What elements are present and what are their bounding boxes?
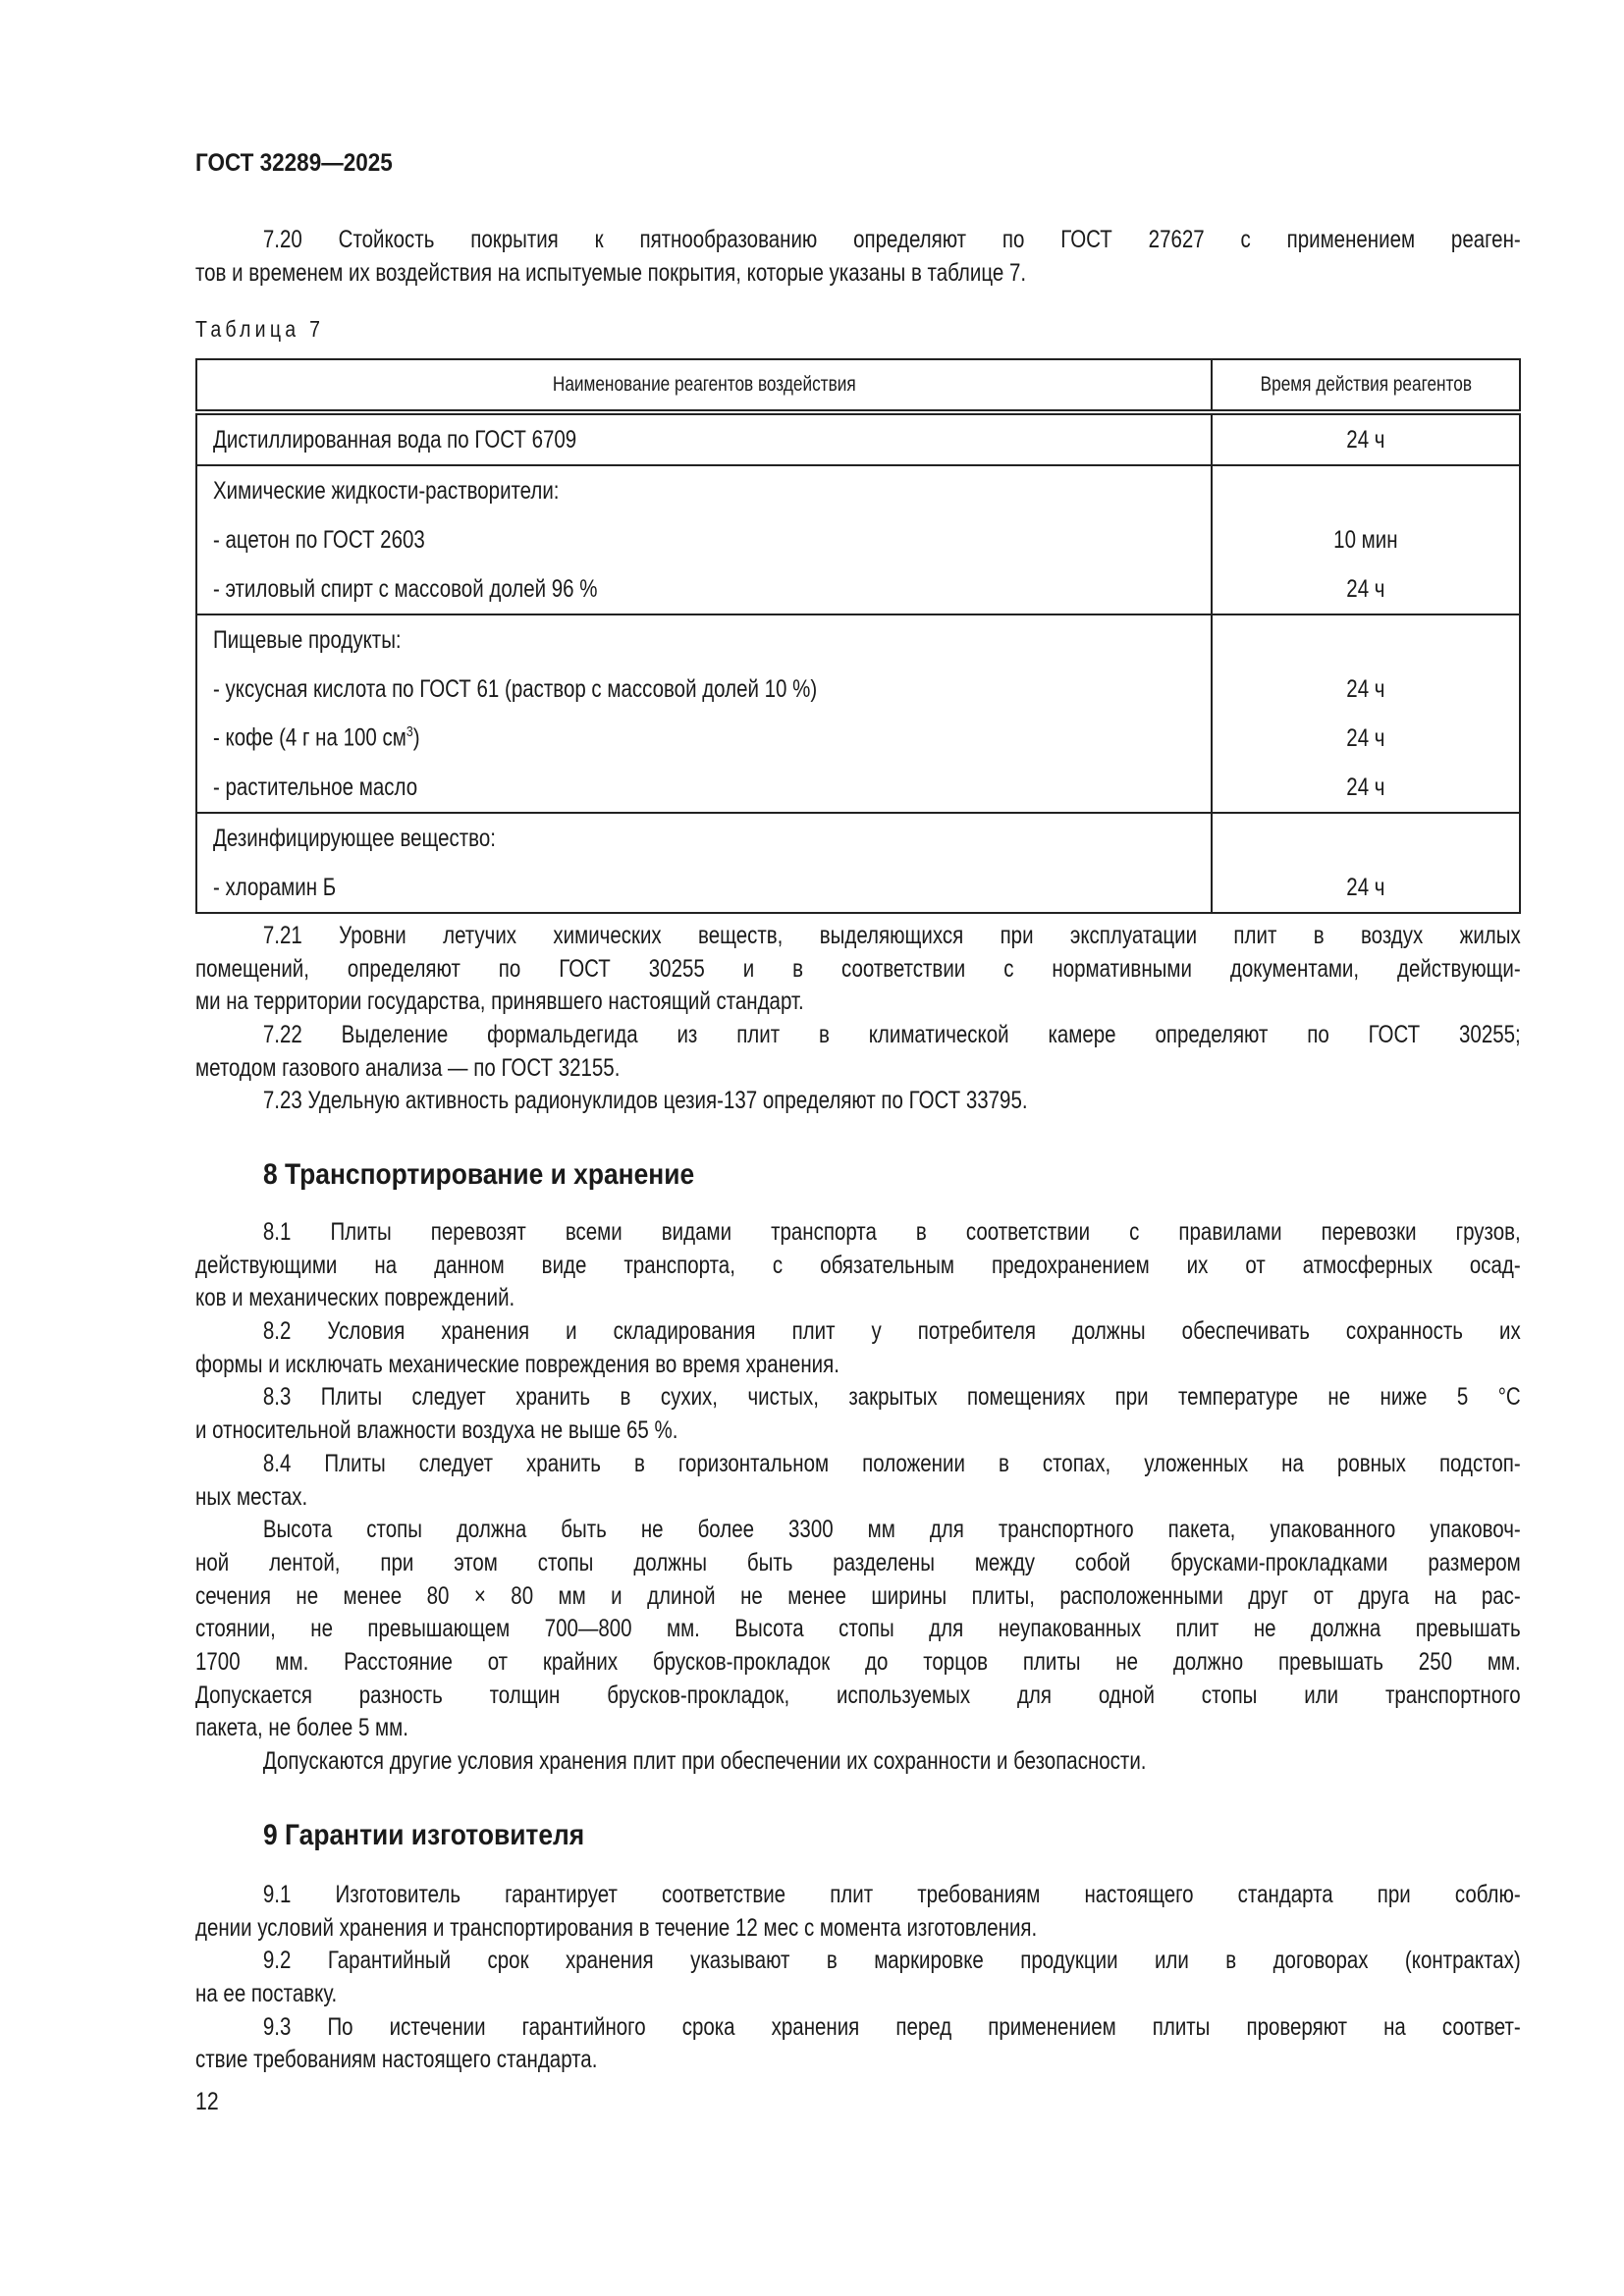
exposure-time: 24 ч — [1346, 773, 1385, 801]
reagent-name-suffix: ) — [412, 723, 420, 752]
reagent-name: - кофе (4 г на 100 см — [213, 723, 406, 752]
reagent-name: Химические жидкости-растворители: — [213, 476, 560, 505]
text-line: 8.4 Плиты следует хранить в горизонтальном положении в стопах, уложенных на ровных подстоп- — [262, 1449, 1521, 1477]
text-line: 8.3 Плиты следует хранить в сухих, чистых, закрытых помещениях при температуре не ниже 5 °С — [262, 1383, 1521, 1412]
text-line: помещений, определяют по ГОСТ 30255 и в соответствии с нормативными документами, действующи- — [195, 954, 1521, 983]
reagent-cell — [196, 813, 1212, 863]
text-line: методом газового анализа — по ГОСТ 32155. — [195, 1053, 621, 1082]
reagent-name: Пищевые продукты: — [213, 625, 402, 654]
time-cell — [1212, 465, 1520, 515]
text-line: Допускается разность толщин брусков-прокладок, используемых для одной стопы или транспортного — [195, 1681, 1521, 1709]
exposure-time: 24 ч — [1346, 873, 1385, 901]
table-caption: Таблица 7 — [195, 316, 325, 342]
reagent-name: - ацетон по ГОСТ 2603 — [213, 525, 425, 554]
paragraph-7-20 — [195, 224, 1521, 290]
reagent-cell — [196, 515, 1212, 564]
exposure-time: 24 ч — [1346, 425, 1385, 454]
time-cell — [1212, 665, 1520, 714]
text-line: ствие требованиям настоящего стандарта. — [195, 2046, 598, 2074]
reagent-name: - этиловый спирт с массовой долей 96 % — [213, 574, 598, 603]
text-line: формы и исключать механические повреждения во время хранения. — [195, 1350, 839, 1378]
table-header-row — [196, 359, 1520, 412]
time-cell — [1212, 515, 1520, 564]
text-line: и относительной влажности воздуха не выше 65 %. — [195, 1416, 678, 1445]
time-cell — [1212, 564, 1520, 614]
time-cell — [1212, 714, 1520, 763]
section-8-paragraphs — [195, 1216, 1521, 1779]
reagent-cell — [196, 665, 1212, 714]
reagent-cell — [196, 412, 1212, 465]
text-line: тов и временем их воздействия на испытуемые покрытия, которые указаны в таблице 7. — [195, 258, 1027, 287]
text-line: 8.1 Плиты перевозят всеми видами транспорта в соответствии с правилами перевозки грузов, — [262, 1218, 1521, 1246]
table-row — [196, 714, 1520, 763]
reagent-cell — [196, 763, 1212, 813]
table-header-time: Время действия реагентов — [1212, 359, 1520, 412]
text-line: 7.23 Удельную активность радионуклидов цезия-137 определяют по ГОСТ 33795. — [262, 1087, 1028, 1115]
text-line: 7.21 Уровни летучих химических веществ, выделяющихся при эксплуатации плит в воздух жилых — [262, 922, 1521, 949]
section-8-heading: 8 Транспортирование и хранение — [263, 1158, 695, 1191]
table-row — [196, 564, 1520, 614]
reagent-cell — [196, 564, 1212, 614]
table-row — [196, 763, 1520, 813]
table-row — [196, 813, 1520, 863]
text-line: Высота стопы должна быть не более 3300 мм для транспортного пакета, упакованного упаковоч- — [262, 1516, 1521, 1544]
document-code-header: ГОСТ 32289—2025 — [195, 149, 393, 177]
text-line: 7.22 Выделение формальдегида из плит в климатической камере определяют по ГОСТ 30255; — [262, 1021, 1521, 1049]
exposure-time: 10 мин — [1333, 525, 1398, 554]
reagent-name: - хлорамин Б — [213, 873, 337, 901]
reagent-name: - растительное масло — [213, 773, 418, 801]
reagent-cell — [196, 714, 1212, 763]
text-line: 7.20 Стойкость покрытия к пятнообразованию определяют по ГОСТ 27627 с применением реаген- — [262, 226, 1521, 253]
time-cell — [1212, 763, 1520, 813]
time-cell — [1212, 614, 1520, 665]
table-row — [196, 614, 1520, 665]
reagent-name: - уксусная кислота по ГОСТ 61 (раствор с массовой долей 10 %) — [213, 674, 818, 703]
text-line: стоянии, не превышающем 700—800 мм. Высота стопы для неупакованных плит не должна превышать — [195, 1615, 1521, 1643]
table-row — [196, 465, 1520, 515]
time-cell — [1212, 412, 1520, 465]
table-row — [196, 515, 1520, 564]
text-line: 9.1 Изготовитель гарантирует соответствие плит требованиям настоящего стандарта при соблю- — [262, 1881, 1521, 1908]
text-line: на ее поставку. — [195, 1980, 338, 2008]
text-line: дении условий хранения и транспортирования в течение 12 мес с момента изготовления. — [195, 1913, 1038, 1942]
reagent-cell — [196, 863, 1212, 913]
text-line: ной лентой, при этом стопы должны быть разделены между собой брусками-прокладками размером — [195, 1548, 1521, 1576]
reagent-name: Дистиллированная вода по ГОСТ 6709 — [213, 425, 577, 454]
text-line: Допускаются другие условия хранения плит при обеспечении их сохранности и безопасности. — [262, 1747, 1147, 1775]
section-9-heading: 9 Гарантии изготовителя — [263, 1819, 585, 1851]
time-cell — [1212, 813, 1520, 863]
section-9-paragraphs — [195, 1879, 1521, 2077]
text-line: ми на территории государства, принявшего настоящий стандарт. — [195, 988, 804, 1016]
text-line: пакета, не более 5 мм. — [195, 1714, 408, 1742]
exposure-time: 24 ч — [1346, 723, 1385, 752]
text-line: действующими на данном виде транспорта, с обязательным предохранением их от атмосферных осад- — [195, 1251, 1521, 1279]
text-line: 9.2 Гарантийный срок хранения указывают в маркировке продукции или в договорах (контрактах) — [262, 1947, 1521, 1975]
reagents-table — [195, 358, 1521, 914]
superscript: 3 — [406, 723, 413, 741]
table-header-reagent: Наименование реагентов воздействия — [196, 359, 1212, 412]
text-line: ных местах. — [195, 1482, 308, 1511]
reagent-cell — [196, 614, 1212, 665]
table-row — [196, 665, 1520, 714]
text-line: 9.3 По истечении гарантийного срока хранения перед применением плиты проверяют на соответ- — [262, 2012, 1521, 2041]
section-7-paragraphs — [195, 920, 1521, 1118]
exposure-time: 24 ч — [1346, 574, 1385, 603]
reagent-cell — [196, 465, 1212, 515]
table-row — [196, 863, 1520, 913]
text-line: сечения не менее 80 × 80 мм и длиной не менее ширины плиты, расположенными друг от друга на рас- — [195, 1581, 1521, 1610]
table-row — [196, 412, 1520, 465]
text-line: 1700 мм. Расстояние от крайних брусков-прокладок до торцов плиты не должно превышать 250 мм. — [195, 1647, 1521, 1676]
text-line: ков и механических повреждений. — [195, 1284, 515, 1312]
exposure-time: 24 ч — [1346, 674, 1385, 703]
text-line: 8.2 Условия хранения и складирования плит у потребителя должны обеспечивать сохранность их — [262, 1317, 1521, 1346]
time-cell — [1212, 863, 1520, 913]
reagent-name: Дезинфицирующее вещество: — [213, 824, 496, 852]
page-number: 12 — [195, 2088, 219, 2115]
